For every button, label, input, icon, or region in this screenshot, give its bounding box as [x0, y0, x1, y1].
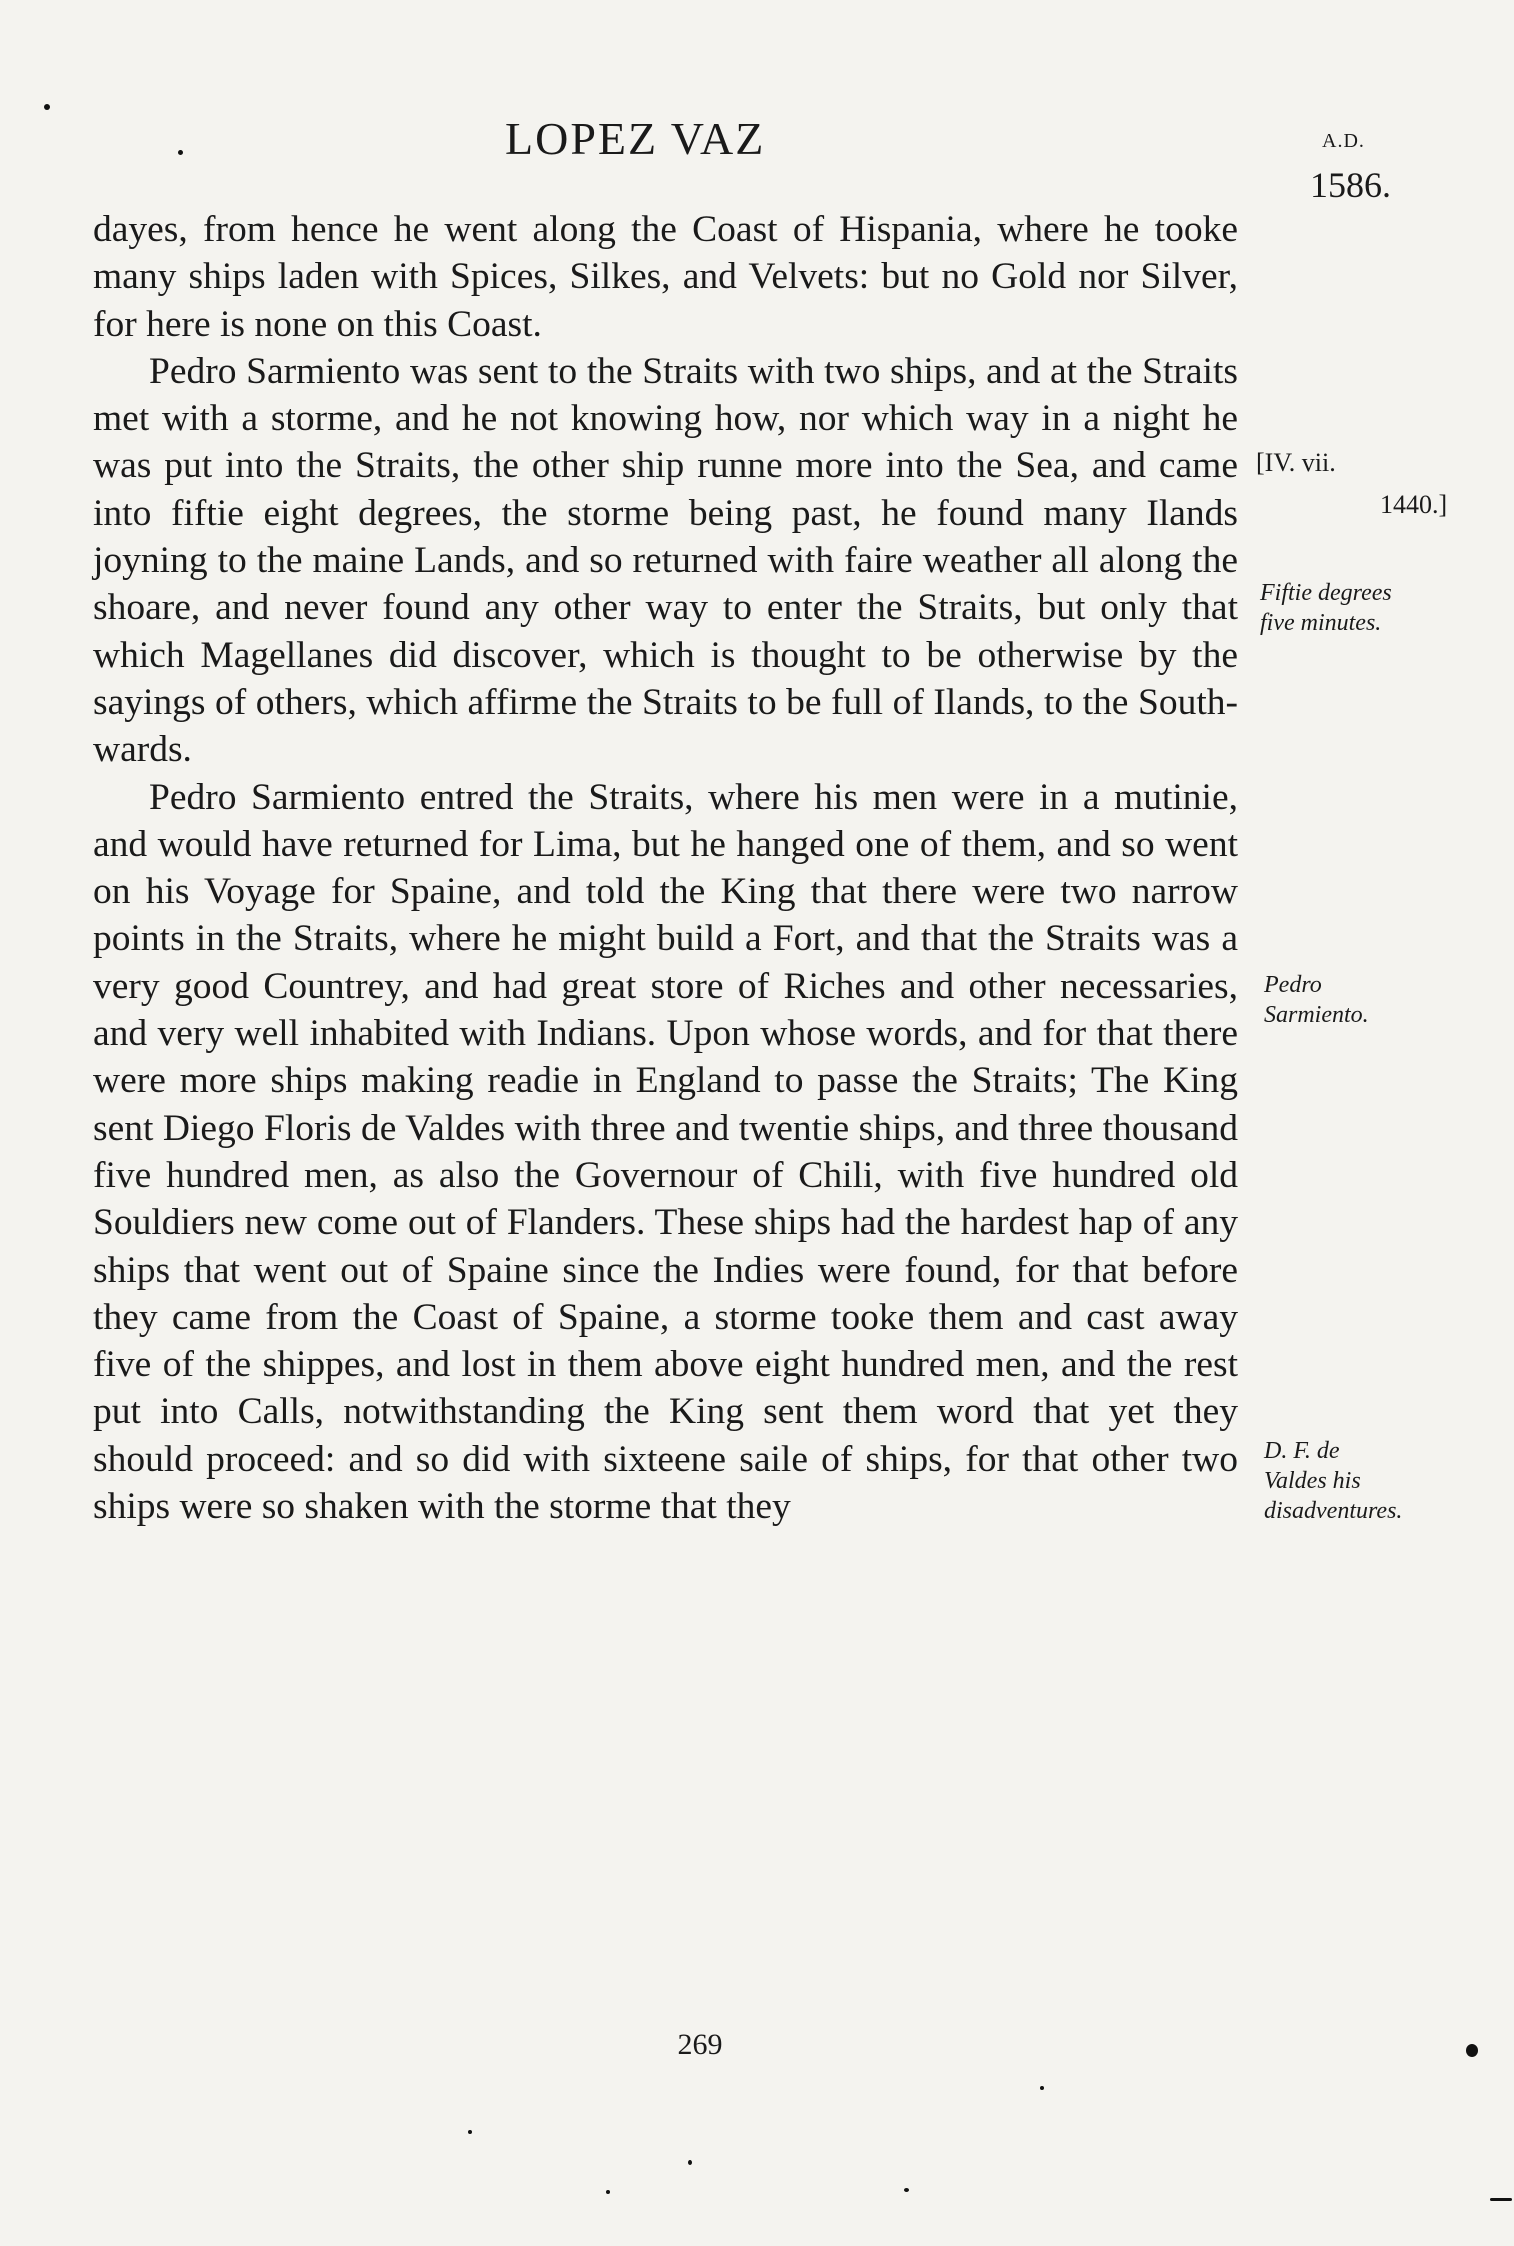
margin-reference-line1: [IV. vii. [1256, 448, 1336, 477]
year-label: A.D. [1322, 130, 1365, 152]
dust-speck [1040, 2086, 1044, 2090]
margin-note-line: Fiftie degrees [1260, 580, 1392, 606]
margin-note-line: D. F. de [1264, 1438, 1340, 1464]
dust-speck [468, 2130, 472, 2134]
margin-note-line: Sarmiento. [1264, 1002, 1369, 1028]
paragraph-1: dayes, from hence he went along the Coast of Hispania, where he tooke many ships laden with Spices, Silkes, and Velvets: but no Gold nor Silver, for here is none on this Coast. [93, 209, 1238, 345]
dust-speck [606, 2190, 610, 2194]
dust-speck [44, 104, 50, 110]
page-number: 269 [677, 2028, 723, 2061]
margin-reference-line2: 1440.] [1380, 490, 1448, 519]
margin-note-line: disadventures. [1264, 1498, 1403, 1524]
paragraph-2: Pedro Sarmiento was sent to the Straits with two ships, and at the Straits met with a storme, and he not knowing how, nor which way in a night he was put into the Straits, the other ship runne more into the Sea, and came into fiftie eight degrees, the storme being past, he found many Ilands joyning to the maine Lands, and so returned with faire weather all along the shoare, and never found any other way to enter the Straits, but only that which Magellanes did discover, which is thought to be otherwise by the sayings of others, which affirme the Straits to be full of Ilands, to the South-wards. [93, 350, 1238, 771]
paragraph-3: Pedro Sarmiento entred the Straits, where his men were in a mutinie, and would have returned for Lima, but he hanged one of them, and so went on his Voyage for Spaine, and told the King that there were two narrow points in the Straits, where he might build a Fort, and that the Straits was a very good Countrey, and had great store of Riches and other necessaries, and very well inhabited with Indians. Upon whose words, and for that there were more ships making readie in England to passe the Straits; The King sent Diego Floris de Valdes with three and twentie ships, and three thousand five hundred men, as also the Governour of Chili, with five hundred old Souldiers new come out of Flanders. These ships had the hardest hap of any ships that went out of Spaine since the Indies were found, for that before they came from the Coast of Spaine, a storme tooke them and cast away five of the shippes, and lost in them above eight hundred men, and the rest put into Calls, notwithstanding the King sent them word that yet they should proceed: and so did with sixteene saile of ships, for that other two ships were so shaken with the storme that they [93, 776, 1238, 1528]
year-value: 1586. [1310, 165, 1391, 205]
margin-note-pedro-sarmiento [1264, 970, 1369, 1030]
margin-note-fiftie-degrees [1260, 578, 1392, 638]
dust-speck [1490, 2198, 1512, 2201]
dust-speck [688, 2160, 692, 2165]
dust-speck [904, 2188, 909, 2192]
body-text [93, 206, 1238, 1530]
running-title: LOPEZ VAZ [505, 113, 766, 164]
margin-note-valdes [1264, 1436, 1402, 1526]
dust-speck [1466, 2044, 1478, 2057]
dust-speck [178, 150, 183, 155]
margin-note-line: Pedro [1264, 972, 1322, 998]
margin-note-line: five minutes. [1260, 610, 1382, 636]
margin-note-line: Valdes his [1264, 1468, 1361, 1494]
